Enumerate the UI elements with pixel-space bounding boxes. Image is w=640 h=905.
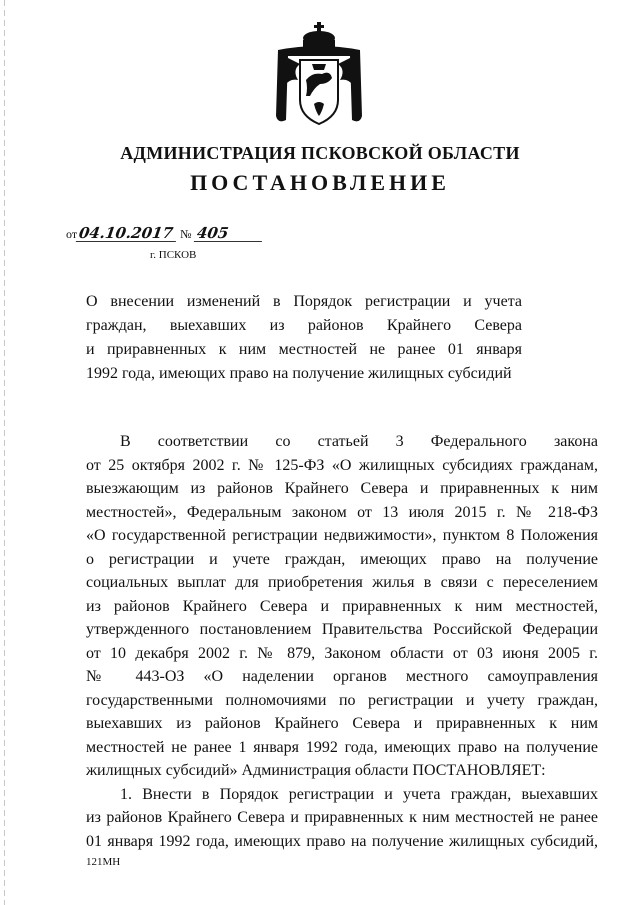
body-line: выехавших из районов Крайнего Севера и приравненных к ним xyxy=(86,715,598,732)
body-line: из районов Крайнего Севера и приравненных к ним местностей, xyxy=(86,597,598,615)
pskov-coat-of-arms-icon xyxy=(270,20,368,132)
body-line: от 10 декабря 2002 г. № 879, Законом области от 03 июня 2005 г. xyxy=(86,644,598,662)
document-type: ПОСТАНОВЛЕНИЕ xyxy=(190,170,450,195)
body-line: социальных выплат для приобретения жилья в связи с переселением xyxy=(86,574,598,591)
body-line: № 443-ОЗ «О наделении органов местного самоуправления xyxy=(86,668,598,685)
body-line: 01 января 1992 года, имеющих право на получение жилищных субсидий, xyxy=(86,832,598,850)
subject-line: О внесении изменений в Порядок регистрации и учета xyxy=(86,293,522,310)
body-line: В соответствии со статьей 3 Федерального закона xyxy=(120,433,598,450)
number-prefix: № xyxy=(180,227,192,241)
body-line: «О государственной регистрации недвижимости», пунктом 8 Положения xyxy=(86,527,598,544)
body-line: от 25 октября 2002 г. № 125-ФЗ «О жилищных субсидиях гражданам, xyxy=(86,456,598,474)
subject-block xyxy=(86,290,522,386)
date-prefix: от xyxy=(66,227,78,241)
body-line: утвержденного постановлением Правительства Российской Федерации xyxy=(86,621,598,638)
body-line: о регистрации и учете граждан, имеющих право на получение xyxy=(86,550,598,568)
body-line: 1. Внести в Порядок регистрации и учета граждан, выехавших xyxy=(120,785,598,803)
body-line: жилищных субсидий» Администрация области ПОСТАНОВЛЯЕТ: xyxy=(86,762,546,779)
body-text xyxy=(86,430,598,853)
page-edge-artifact xyxy=(4,0,5,905)
organization-title: АДМИНИСТРАЦИЯ ПСКОВСКОЙ ОБЛАСТИ xyxy=(120,143,520,163)
date-number-line xyxy=(66,225,263,242)
footer-code: 121МН xyxy=(86,856,121,868)
body-line: местностей», Федеральным законом от 13 июля 2015 г. № 218-ФЗ xyxy=(86,503,598,521)
subject-line: граждан, выехавших из районов Крайнего Севера xyxy=(86,317,522,334)
document-number: 405 xyxy=(193,225,263,242)
body-line: из районов Крайнего Севера и приравненных к ним местностей не ранее xyxy=(86,809,598,826)
body-line: государственными полномочиями по регистрации и учету граждан, xyxy=(86,691,598,709)
city-label: г. ПСКОВ xyxy=(150,249,197,261)
body-line: местностей не ранее 1 января 1992 года, имеющих право на получение xyxy=(86,738,598,756)
subject-line: и приравненных к ним местностей не ранее 01 января xyxy=(86,341,522,358)
subject-line: 1992 года, имеющих право на получение жилищных субсидий xyxy=(86,365,512,382)
body-line: выезжающим из районов Крайнего Севера и приравненных к ним xyxy=(86,480,598,497)
document-date: 04.10.2017 xyxy=(76,225,178,242)
